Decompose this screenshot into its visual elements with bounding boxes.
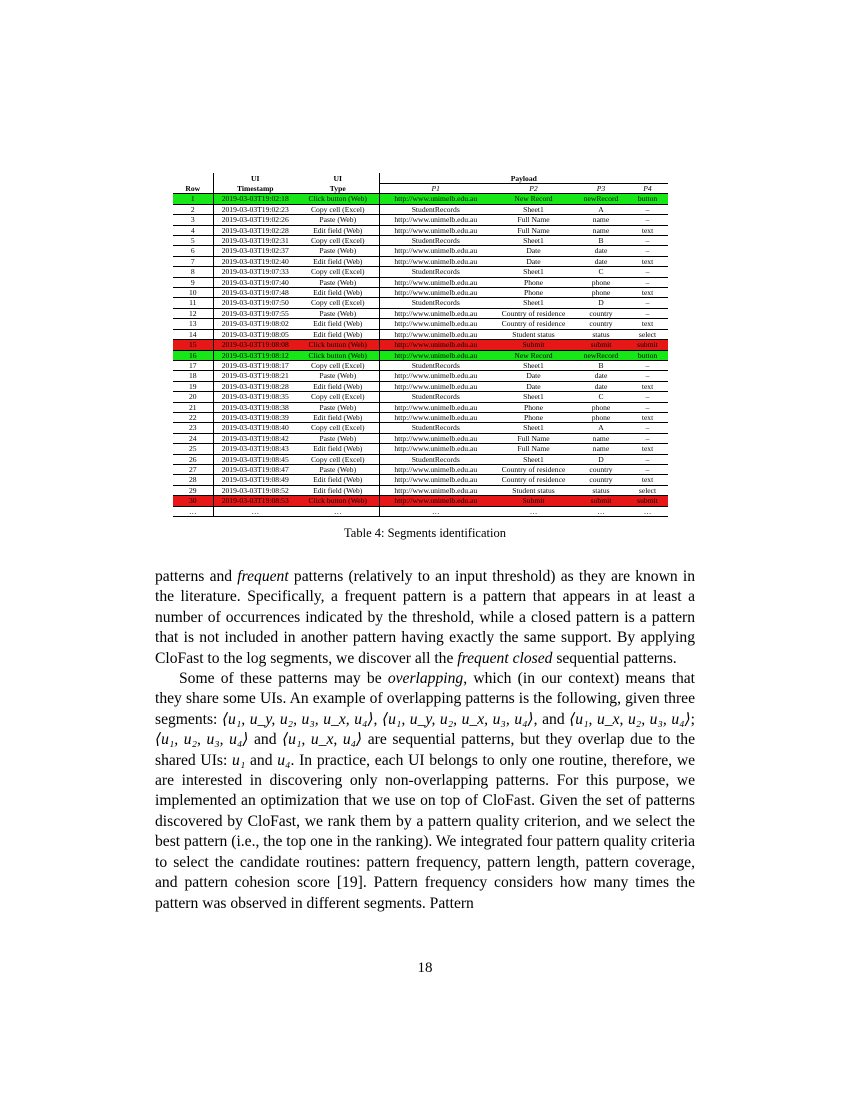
cell-p2: Sheet1 (492, 392, 575, 402)
cell-type: Edit field (Web) (297, 485, 379, 495)
cell-p2: Date (492, 256, 575, 266)
cell-p1: StudentRecords (379, 236, 492, 246)
cell-p1: … (379, 506, 492, 516)
cell-row: 6 (173, 246, 213, 256)
header-ui-type-top: UI (333, 174, 342, 184)
math-segment-2: ⟨u₁, u_y, u₂, u_x, u₃, u₄⟩ (382, 710, 534, 728)
cell-timestamp: 2019-03-03T19:08:47 (213, 464, 297, 474)
header-payload: Payload (379, 173, 668, 184)
table-caption: Table 4: Segments identification (344, 526, 506, 540)
cell-row: 12 (173, 308, 213, 318)
cell-p2: Phone (492, 402, 575, 412)
cell-row: 17 (173, 360, 213, 370)
cell-type: Paste (Web) (297, 308, 379, 318)
cell-timestamp: 2019-03-03T19:08:28 (213, 381, 297, 391)
cell-p1: http://www.unimelb.edu.au (379, 256, 492, 266)
cell-p1: http://www.unimelb.edu.au (379, 215, 492, 225)
cell-timestamp: 2019-03-03T19:07:50 (213, 298, 297, 308)
cell-p3: name (575, 215, 627, 225)
cell-p1: http://www.unimelb.edu.au (379, 288, 492, 298)
cell-row: 21 (173, 402, 213, 412)
cell-row: 5 (173, 236, 213, 246)
cell-p4: – (627, 246, 668, 256)
table-row (173, 496, 668, 506)
cell-p4: text (627, 475, 668, 485)
cell-timestamp: 2019-03-03T19:07:40 (213, 277, 297, 287)
cell-type: Edit field (Web) (297, 444, 379, 454)
cell-p1: http://www.unimelb.edu.au (379, 496, 492, 506)
cell-timestamp: 2019-03-03T19:08:42 (213, 433, 297, 443)
cell-timestamp: 2019-03-03T19:02:31 (213, 236, 297, 246)
table-row (173, 194, 668, 204)
cell-timestamp: 2019-03-03T19:08:08 (213, 340, 297, 350)
paragraph-2-text-c: , which (in our context) means that they share some UIs. An example of overlapping patterns is the following, given three segments: (155, 670, 695, 728)
body-text (155, 567, 695, 914)
cell-p4: submit (627, 340, 668, 350)
header-timestamp: Timestamp (213, 184, 297, 194)
header-type: Type (297, 184, 379, 194)
cell-type: Paste (Web) (297, 402, 379, 412)
cell-timestamp: 2019-03-03T19:02:28 (213, 225, 297, 235)
cell-type: Copy cell (Excel) (297, 204, 379, 214)
cell-row: … (173, 506, 213, 516)
cell-timestamp: 2019-03-03T19:08:02 (213, 319, 297, 329)
cell-type: Paste (Web) (297, 277, 379, 287)
cell-p2: Date (492, 381, 575, 391)
table-row (173, 340, 668, 350)
cell-p3: submit (575, 496, 627, 506)
cell-p4: text (627, 412, 668, 422)
cell-p3: country (575, 308, 627, 318)
cell-p2: Sheet1 (492, 360, 575, 370)
cell-p4: – (627, 236, 668, 246)
cell-row: 9 (173, 277, 213, 287)
cell-timestamp: … (213, 506, 297, 516)
cell-row: 10 (173, 288, 213, 298)
cell-p3: D (575, 298, 627, 308)
cell-p4: select (627, 485, 668, 495)
cell-row: 18 (173, 371, 213, 381)
cell-row: 3 (173, 215, 213, 225)
cell-p1: StudentRecords (379, 267, 492, 277)
cell-row: 8 (173, 267, 213, 277)
cell-p2: Submit (492, 340, 575, 350)
paragraph-2-sep-2: , and (533, 710, 570, 728)
cell-p3: D (575, 454, 627, 464)
header-p1: P1 (379, 184, 492, 194)
cell-p2: Sheet1 (492, 454, 575, 464)
cell-p2: Full Name (492, 444, 575, 454)
cell-row: 27 (173, 464, 213, 474)
table-row (173, 360, 668, 370)
cell-p4: – (627, 371, 668, 381)
cell-p1: http://www.unimelb.edu.au (379, 340, 492, 350)
cell-p2: … (492, 506, 575, 516)
table-row (173, 412, 668, 422)
table-row (173, 350, 668, 360)
cell-timestamp: 2019-03-03T19:08:39 (213, 412, 297, 422)
cell-row: 29 (173, 485, 213, 495)
cell-timestamp: 2019-03-03T19:02:23 (213, 204, 297, 214)
cell-p2: New Record (492, 350, 575, 360)
cell-p1: http://www.unimelb.edu.au (379, 412, 492, 422)
cell-p3: A (575, 204, 627, 214)
cell-p2: Country of residence (492, 308, 575, 318)
table-row (173, 475, 668, 485)
math-ui-u4: u₄ (277, 751, 291, 769)
cell-p3: country (575, 475, 627, 485)
cell-type: Paste (Web) (297, 215, 379, 225)
cell-timestamp: 2019-03-03T19:08:43 (213, 444, 297, 454)
cell-p2: Sheet1 (492, 267, 575, 277)
math-segment-3: ⟨u₁, u_x, u₂, u₃, u₄⟩ (569, 710, 691, 728)
cell-p2: Sheet1 (492, 236, 575, 246)
cell-p2: Country of residence (492, 475, 575, 485)
paragraph-1-emphasis-frequent: frequent (237, 568, 289, 585)
cell-timestamp: 2019-03-03T19:08:53 (213, 496, 297, 506)
cell-p2: Sheet1 (492, 423, 575, 433)
cell-p1: http://www.unimelb.edu.au (379, 277, 492, 287)
page-number: 18 (417, 960, 433, 976)
header-p2: P2 (492, 184, 575, 194)
table-row (173, 215, 668, 225)
cell-p4: – (627, 204, 668, 214)
table-row (173, 381, 668, 391)
cell-p4: button (627, 350, 668, 360)
cell-p2: Date (492, 246, 575, 256)
cell-type: Edit field (Web) (297, 475, 379, 485)
cell-row: 20 (173, 392, 213, 402)
cell-p1: http://www.unimelb.edu.au (379, 475, 492, 485)
cell-row: 19 (173, 381, 213, 391)
cell-timestamp: 2019-03-03T19:08:21 (213, 371, 297, 381)
cell-timestamp: 2019-03-03T19:02:18 (213, 194, 297, 204)
cell-p3: country (575, 319, 627, 329)
cell-p4: – (627, 402, 668, 412)
math-pattern-1: ⟨u₁, u₂, u₃, u₄⟩ (155, 731, 249, 749)
cell-type: Paste (Web) (297, 433, 379, 443)
cell-type: Edit field (Web) (297, 288, 379, 298)
cell-p3: C (575, 392, 627, 402)
cell-p4: – (627, 308, 668, 318)
header-ui-timestamp-top: UI (213, 173, 297, 184)
cell-p4: text (627, 319, 668, 329)
table-row (173, 444, 668, 454)
header-p3: P3 (575, 184, 627, 194)
cell-row: 1 (173, 194, 213, 204)
paragraph-2 (155, 669, 695, 914)
cell-type: Copy cell (Excel) (297, 267, 379, 277)
cell-timestamp: 2019-03-03T19:02:26 (213, 215, 297, 225)
cell-p1: http://www.unimelb.edu.au (379, 485, 492, 495)
cell-p2: Country of residence (492, 464, 575, 474)
cell-row: 24 (173, 433, 213, 443)
cell-p2: Student status (492, 329, 575, 339)
cell-row: 26 (173, 454, 213, 464)
cell-type: Edit field (Web) (297, 319, 379, 329)
math-pattern-2: ⟨u₁, u_x, u₄⟩ (282, 731, 363, 749)
cell-type: Click button (Web) (297, 350, 379, 360)
table-row (173, 204, 668, 214)
table-row (173, 433, 668, 443)
cell-p2: Full Name (492, 225, 575, 235)
cell-timestamp: 2019-03-03T19:08:12 (213, 350, 297, 360)
table-row (173, 319, 668, 329)
cell-p1: http://www.unimelb.edu.au (379, 246, 492, 256)
cell-row: 16 (173, 350, 213, 360)
table-row (173, 485, 668, 495)
cell-type: Paste (Web) (297, 464, 379, 474)
paragraph-2-sep-1: , (373, 710, 383, 728)
table-row (173, 308, 668, 318)
cell-p2: Student status (492, 485, 575, 495)
cell-p3: status (575, 485, 627, 495)
cell-p2: Phone (492, 412, 575, 422)
cell-p4: text (627, 381, 668, 391)
cell-p2: Phone (492, 277, 575, 287)
table-row (173, 329, 668, 339)
cell-type: Copy cell (Excel) (297, 392, 379, 402)
table-row (173, 236, 668, 246)
cell-row: 7 (173, 256, 213, 266)
cell-type: Click button (Web) (297, 194, 379, 204)
cell-p1: http://www.unimelb.edu.au (379, 194, 492, 204)
table-row (173, 454, 668, 464)
cell-timestamp: 2019-03-03T19:08:49 (213, 475, 297, 485)
cell-type: Click button (Web) (297, 496, 379, 506)
cell-type: Copy cell (Excel) (297, 423, 379, 433)
cell-p1: http://www.unimelb.edu.au (379, 319, 492, 329)
cell-p1: http://www.unimelb.edu.au (379, 225, 492, 235)
table-row (173, 288, 668, 298)
cell-p4: – (627, 433, 668, 443)
paragraph-1 (155, 567, 695, 669)
paragraph-2-sep-5: and (245, 751, 278, 769)
cell-timestamp: 2019-03-03T19:02:37 (213, 246, 297, 256)
cell-p4: – (627, 298, 668, 308)
cell-type: Paste (Web) (297, 246, 379, 256)
cell-p4: – (627, 454, 668, 464)
cell-p3: C (575, 267, 627, 277)
cell-p3: date (575, 256, 627, 266)
cell-timestamp: 2019-03-03T19:07:33 (213, 267, 297, 277)
cell-p4: … (627, 506, 668, 516)
cell-p3: phone (575, 288, 627, 298)
header-p4: P4 (627, 184, 668, 194)
cell-row: 13 (173, 319, 213, 329)
cell-row: 23 (173, 423, 213, 433)
table-row (173, 392, 668, 402)
paragraph-2-text-e: . In practice, each UI belongs to only one routine, therefore, we are interested in discovering only non-overlapping patterns. For this purpose, we implemented an optimization that we use on top of CloFast. Given the set of patterns discovered by CloFast, we rank them by a pattern quality criterion, and we select the best pattern (i.e., the top one in the ranking). We integrated four pattern quality criteria to select the candidate routines: pattern frequency, pattern length, pattern coverage, and pattern cohesion score [19]. Pattern frequency considers how many times the pattern was observed in different segments. Pattern (155, 751, 695, 912)
math-ui-u1: u₁ (232, 751, 246, 769)
cell-type: Copy cell (Excel) (297, 236, 379, 246)
math-segment-1: ⟨u₁, u_y, u₂, u₃, u_x, u₄⟩ (221, 710, 374, 728)
cell-row: 30 (173, 496, 213, 506)
cell-p3: name (575, 225, 627, 235)
cell-type: Copy cell (Excel) (297, 298, 379, 308)
cell-p3: submit (575, 340, 627, 350)
cell-p1: StudentRecords (379, 454, 492, 464)
cell-p2: Sheet1 (492, 298, 575, 308)
cell-row: 2 (173, 204, 213, 214)
cell-type: Paste (Web) (297, 371, 379, 381)
cell-p2: Submit (492, 496, 575, 506)
segments-table-body (173, 194, 668, 517)
table-row (173, 225, 668, 235)
cell-p3: name (575, 433, 627, 443)
cell-type: Copy cell (Excel) (297, 454, 379, 464)
cell-type: Edit field (Web) (297, 256, 379, 266)
cell-p1: http://www.unimelb.edu.au (379, 329, 492, 339)
cell-type: Edit field (Web) (297, 329, 379, 339)
cell-p1: StudentRecords (379, 392, 492, 402)
cell-timestamp: 2019-03-03T19:08:38 (213, 402, 297, 412)
cell-p3: status (575, 329, 627, 339)
cell-p1: StudentRecords (379, 360, 492, 370)
cell-p3: date (575, 246, 627, 256)
cell-p4: text (627, 444, 668, 454)
cell-p2: Phone (492, 288, 575, 298)
paragraph-1-text-e: sequential patterns. (552, 649, 677, 667)
paragraph-2-sep-3: ; (690, 710, 696, 728)
cell-p1: http://www.unimelb.edu.au (379, 444, 492, 454)
table-row (173, 277, 668, 287)
cell-p4: text (627, 288, 668, 298)
cell-p2: Date (492, 371, 575, 381)
cell-type: Edit field (Web) (297, 412, 379, 422)
cell-row: 28 (173, 475, 213, 485)
cell-p4: – (627, 267, 668, 277)
cell-p3: B (575, 236, 627, 246)
cell-p2: Sheet1 (492, 204, 575, 214)
cell-p4: text (627, 225, 668, 235)
table-row (173, 246, 668, 256)
cell-timestamp: 2019-03-03T19:08:35 (213, 392, 297, 402)
cell-type: Copy cell (Excel) (297, 360, 379, 370)
paragraph-2-sep-4: and (248, 731, 283, 749)
header-empty (173, 173, 213, 184)
table-row (173, 298, 668, 308)
cell-timestamp: 2019-03-03T19:08:05 (213, 329, 297, 339)
cell-p4: – (627, 464, 668, 474)
cell-p3: country (575, 464, 627, 474)
cell-type: … (297, 506, 379, 516)
cell-p4: text (627, 256, 668, 266)
cell-p2: Full Name (492, 433, 575, 443)
cell-p3: newRecord (575, 194, 627, 204)
cell-timestamp: 2019-03-03T19:07:55 (213, 308, 297, 318)
cell-row: 14 (173, 329, 213, 339)
cell-timestamp: 2019-03-03T19:08:40 (213, 423, 297, 433)
segments-table-container (173, 173, 668, 517)
cell-p3: date (575, 371, 627, 381)
cell-row: 4 (173, 225, 213, 235)
table-row (173, 464, 668, 474)
paragraph-1-text-c: patterns (relatively to an input threshold) as they are known in the literature. Specifically, a frequent pattern is a pattern that appears in at least a number of occurrences indicated by the threshold, while a closed pattern is a pattern that is not included in another pattern having exactly the same support. By applying CloFast to the log segments, we discover all the (155, 568, 695, 667)
cell-p1: StudentRecords (379, 298, 492, 308)
cell-p4: – (627, 360, 668, 370)
cell-p1: http://www.unimelb.edu.au (379, 402, 492, 412)
segments-table (173, 173, 668, 517)
cell-p4: – (627, 392, 668, 402)
cell-timestamp: 2019-03-03T19:08:52 (213, 485, 297, 495)
cell-p1: http://www.unimelb.edu.au (379, 433, 492, 443)
paragraph-1-text-a: patterns and (155, 568, 238, 585)
paragraph-2-text-d: are sequential patterns, but they overlap due to the shared UIs: (155, 731, 695, 769)
paragraph-2-emphasis-overlapping: overlapping (387, 670, 464, 688)
table-row (173, 267, 668, 277)
cell-row: 15 (173, 340, 213, 350)
cell-p3: date (575, 381, 627, 391)
table-row (173, 256, 668, 266)
header-row: Row (173, 184, 213, 194)
cell-p1: http://www.unimelb.edu.au (379, 381, 492, 391)
cell-p2: Full Name (492, 215, 575, 225)
cell-p3: phone (575, 402, 627, 412)
table-row (173, 423, 668, 433)
cell-p1: http://www.unimelb.edu.au (379, 371, 492, 381)
cell-p3: name (575, 444, 627, 454)
cell-type: Edit field (Web) (297, 225, 379, 235)
cell-p3: … (575, 506, 627, 516)
cell-p1: http://www.unimelb.edu.au (379, 308, 492, 318)
cell-p2: Country of residence (492, 319, 575, 329)
cell-p2: New Record (492, 194, 575, 204)
cell-p3: phone (575, 412, 627, 422)
cell-p3: A (575, 423, 627, 433)
cell-p3: B (575, 360, 627, 370)
cell-p3: newRecord (575, 350, 627, 360)
cell-p3: phone (575, 277, 627, 287)
cell-timestamp: 2019-03-03T19:07:48 (213, 288, 297, 298)
cell-p1: StudentRecords (379, 204, 492, 214)
cell-p4: – (627, 277, 668, 287)
cell-type: Edit field (Web) (297, 381, 379, 391)
table-row (173, 371, 668, 381)
table-row (173, 402, 668, 412)
cell-timestamp: 2019-03-03T19:08:45 (213, 454, 297, 464)
cell-timestamp: 2019-03-03T19:02:40 (213, 256, 297, 266)
cell-row: 11 (173, 298, 213, 308)
paragraph-2-text-a: Some of these patterns may be (179, 670, 388, 688)
cell-p4: button (627, 194, 668, 204)
cell-p4: – (627, 423, 668, 433)
cell-row: 25 (173, 444, 213, 454)
cell-type: Click button (Web) (297, 340, 379, 350)
paragraph-1-emphasis-frequent-closed: frequent closed (457, 649, 553, 667)
cell-p1: http://www.unimelb.edu.au (379, 464, 492, 474)
cell-timestamp: 2019-03-03T19:08:17 (213, 360, 297, 370)
cell-row: 22 (173, 412, 213, 422)
cell-p4: – (627, 215, 668, 225)
cell-p4: select (627, 329, 668, 339)
table-row (173, 506, 668, 516)
cell-p1: StudentRecords (379, 423, 492, 433)
cell-p4: submit (627, 496, 668, 506)
cell-p1: http://www.unimelb.edu.au (379, 350, 492, 360)
